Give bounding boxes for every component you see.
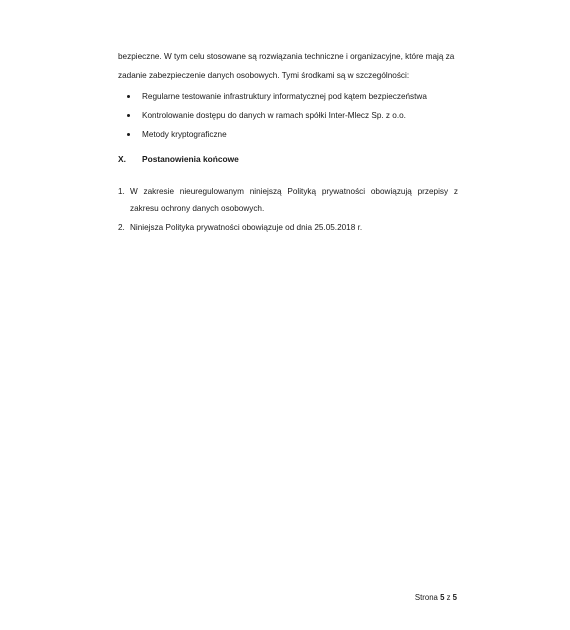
list-item xyxy=(118,106,427,125)
list-item-text: Metody kryptograficzne xyxy=(142,130,227,139)
total-pages: 5 xyxy=(452,593,457,602)
list-item xyxy=(118,125,427,144)
bullet-icon xyxy=(127,133,130,136)
numbered-item xyxy=(118,183,458,217)
numbered-item xyxy=(118,219,458,236)
list-item-text: Regularne testowanie infrastruktury informatycznej pod kątem bezpieczeństwa xyxy=(142,92,427,101)
body-text-line-2: zadanie zabezpieczenie danych osobowych. Tymi środkami są w szczególności: xyxy=(118,71,410,80)
item-text: Niniejsza Polityka prywatności obowiązuje od dnia 25.05.2018 r. xyxy=(130,223,363,232)
item-number: 2. xyxy=(118,223,125,232)
page-number-footer xyxy=(415,592,457,604)
section-number: X. xyxy=(118,154,126,164)
bullet-icon xyxy=(127,114,130,117)
item-text: W zakresie nieuregulowanym niniejszą Polityką prywatności obowiązują przepisy z zakresu ochrony danych osobowych. xyxy=(130,187,458,213)
list-item xyxy=(118,87,427,106)
security-measures-list xyxy=(118,87,427,144)
body-text-line-1: bezpieczne. W tym celu stosowane są rozwiązania techniczne i organizacyjne, które mają za xyxy=(118,52,455,61)
final-provisions-list xyxy=(118,183,458,238)
page-label: Strona xyxy=(414,593,438,602)
list-item-text: Kontrolowanie dostępu do danych w ramach spółki Inter-Mlecz Sp. z o.o. xyxy=(142,111,406,120)
section-title: Postanowienia końcowe xyxy=(142,154,239,164)
current-page: 5 xyxy=(440,593,445,602)
bullet-icon xyxy=(127,95,130,98)
page-separator: z xyxy=(446,593,451,602)
item-number: 1. xyxy=(118,187,125,196)
